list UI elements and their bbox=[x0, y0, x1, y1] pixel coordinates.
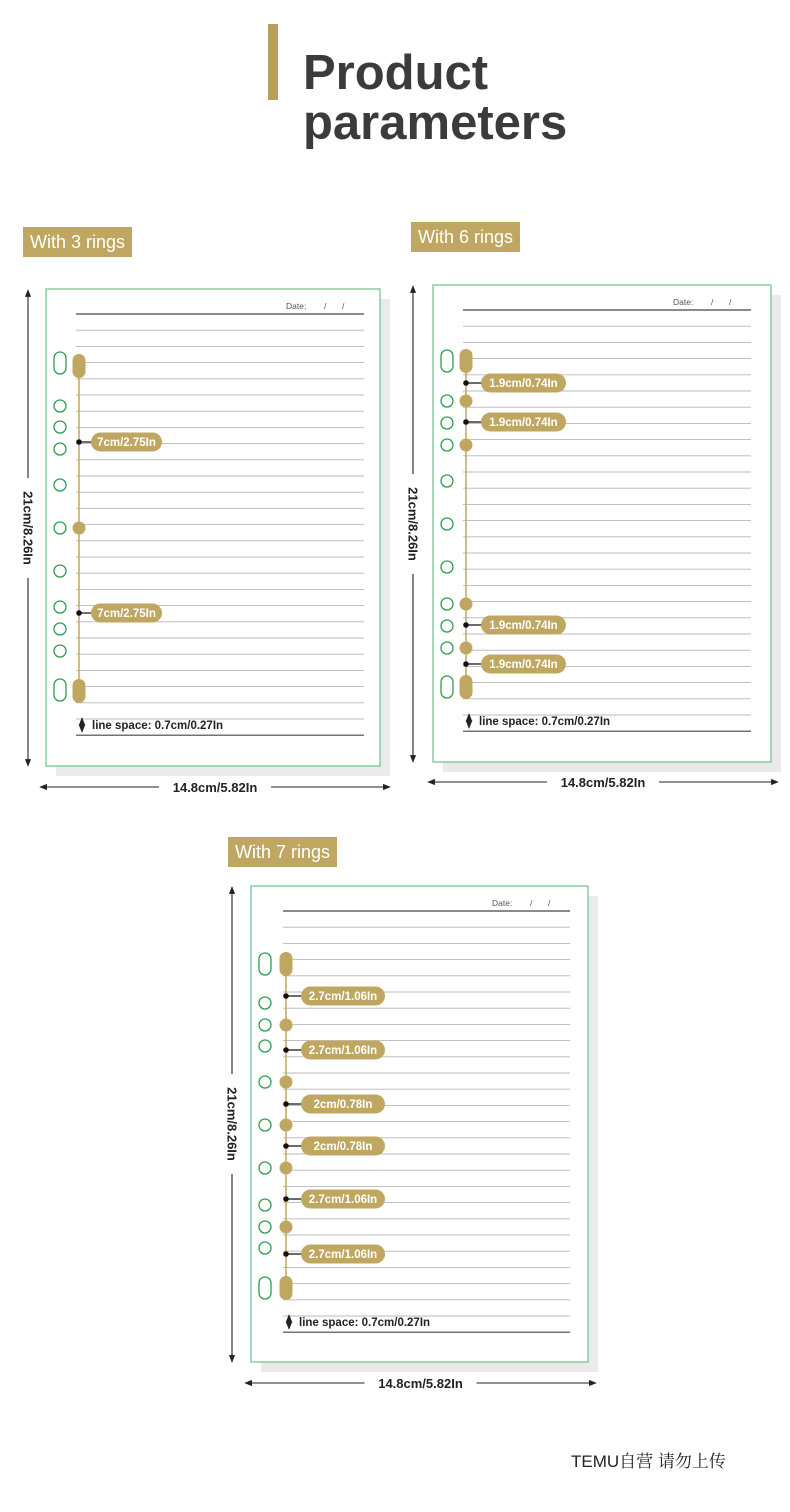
tag-6-rings: With 6 rings bbox=[411, 222, 520, 252]
spacing-label: 2.7cm/1.06In bbox=[308, 991, 378, 1003]
line-space-label: line space: 0.7cm/0.27In bbox=[92, 720, 224, 732]
width-label: 14.8cm/5.82In bbox=[560, 775, 646, 790]
tag-3-rings: With 3 rings bbox=[23, 227, 132, 257]
date-slash: / bbox=[530, 898, 533, 908]
spacing-dot bbox=[283, 1143, 289, 1149]
line-space-label: line space: 0.7cm/0.27In bbox=[299, 1317, 431, 1329]
spacing-dot bbox=[283, 1047, 289, 1053]
ring-oval bbox=[460, 349, 473, 373]
date-slash: / bbox=[324, 301, 327, 311]
panel-3-rings bbox=[20, 289, 390, 796]
ring-circle bbox=[460, 642, 473, 655]
spacing-dot bbox=[76, 439, 82, 445]
tag-7-rings: With 7 rings bbox=[228, 837, 337, 867]
ring-circle bbox=[280, 1076, 293, 1089]
spacing-label: 2.7cm/1.06In bbox=[308, 1045, 378, 1057]
spacing-dot bbox=[283, 1101, 289, 1107]
spacing-label: 7cm/2.75In bbox=[97, 608, 156, 620]
height-label: 21cm/8.26In bbox=[224, 1087, 240, 1161]
ring-oval bbox=[460, 675, 473, 699]
watermark: TEMU自营 请勿上传 bbox=[571, 1452, 726, 1471]
spacing-dot bbox=[283, 993, 289, 999]
date-label: Date: bbox=[286, 301, 307, 311]
spacing-dot bbox=[283, 1196, 289, 1202]
date-label: Date: bbox=[673, 297, 694, 307]
ring-circle bbox=[280, 1162, 293, 1175]
spacing-label: 1.9cm/0.74In bbox=[489, 659, 558, 671]
line-space-label: line space: 0.7cm/0.27In bbox=[479, 716, 611, 728]
ring-circle bbox=[460, 439, 473, 452]
page-sheet bbox=[251, 886, 588, 1362]
spacing-dot bbox=[463, 622, 469, 628]
spacing-dot bbox=[76, 610, 82, 616]
ring-circle bbox=[280, 1119, 293, 1132]
spacing-label: 2.7cm/1.06In bbox=[308, 1249, 378, 1261]
page-sheet bbox=[433, 285, 771, 762]
spacing-label: 7cm/2.75In bbox=[97, 437, 156, 449]
ring-circle bbox=[460, 395, 473, 408]
ring-circle bbox=[280, 1221, 293, 1234]
ring-oval bbox=[280, 952, 293, 976]
width-label: 14.8cm/5.82In bbox=[378, 1376, 463, 1391]
date-slash: / bbox=[548, 898, 551, 908]
spacing-dot bbox=[463, 419, 469, 425]
spacing-dot bbox=[283, 1251, 289, 1257]
ring-circle bbox=[280, 1019, 293, 1032]
spacing-dot bbox=[463, 380, 469, 386]
ring-circle bbox=[460, 598, 473, 611]
ring-circle bbox=[73, 522, 86, 535]
spacing-label: 2cm/0.78In bbox=[313, 1099, 373, 1111]
spacing-label: 2cm/0.78In bbox=[313, 1141, 373, 1153]
spacing-label: 1.9cm/0.74In bbox=[489, 378, 558, 390]
panel-7-rings bbox=[224, 886, 598, 1392]
title-line-1: Product bbox=[303, 46, 489, 100]
height-label: 21cm/8.26In bbox=[405, 487, 421, 561]
panel-6-rings bbox=[405, 285, 781, 791]
date-slash: / bbox=[342, 301, 345, 311]
ring-oval bbox=[73, 354, 86, 378]
width-label: 14.8cm/5.82In bbox=[172, 780, 258, 795]
spacing-dot bbox=[463, 661, 469, 667]
title-line-2: parameters bbox=[303, 96, 568, 150]
ring-oval bbox=[73, 679, 86, 703]
spacing-label: 1.9cm/0.74In bbox=[489, 620, 558, 632]
date-label: Date: bbox=[492, 898, 513, 908]
spacing-label: 1.9cm/0.74In bbox=[489, 417, 558, 429]
spacing-label: 2.7cm/1.06In bbox=[308, 1194, 378, 1206]
page-sheet bbox=[46, 289, 380, 766]
date-slash: / bbox=[729, 297, 732, 307]
height-label: 21cm/8.26In bbox=[20, 491, 36, 565]
ring-oval bbox=[280, 1276, 293, 1300]
date-slash: / bbox=[711, 297, 714, 307]
